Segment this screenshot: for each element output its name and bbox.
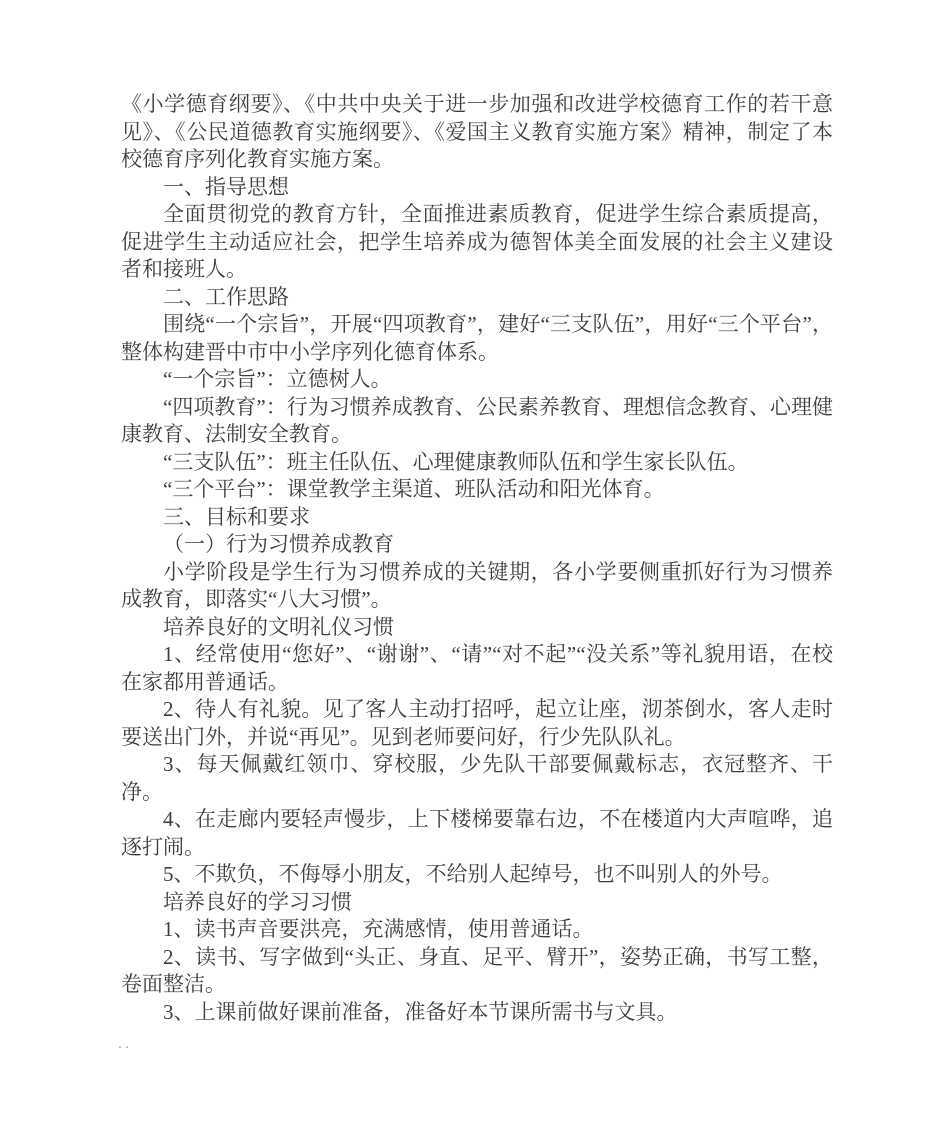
paragraph: 培养良好的学习习惯 xyxy=(163,889,352,914)
footer-artifact: .. xyxy=(117,1040,132,1051)
paragraph: 3、每天佩戴红领巾、穿校服，少先队干部要佩戴标志，衣冠整齐、干净。 xyxy=(121,752,833,804)
paragraph: 围绕“一个宗旨”，开展“四项教育”，建好“三支队伍”，用好“三个平台”，整体构建晋中市中小学序列化德育体系。 xyxy=(121,312,833,364)
paragraph: 全面贯彻党的教育方针，全面推进素质教育，促进学生综合素质提高，促进学生主动适应社会，把学生培养成为德智体美全面发展的社会主义建设者和接班人。 xyxy=(121,202,833,281)
paragraph: 培养良好的文明礼仪习惯 xyxy=(163,614,394,639)
paragraph: 二、工作思路 xyxy=(163,284,289,309)
paragraph: “四项教育”：行为习惯养成教育、公民素养教育、理想信念教育、心理健康教育、法制安全教育。 xyxy=(121,394,833,446)
paragraph: 3、上课前做好课前准备，准备好本节课所需书与文具。 xyxy=(163,999,678,1024)
paragraph: 2、待人有礼貌。见了客人主动打招呼，起立让座，沏茶倒水，客人走时要送出门外，并说“再见”。见到老师要问好，行少先队队礼。 xyxy=(121,697,833,749)
paragraph: 2、读书、写字做到“头正、身直、足平、臂开”，姿势正确，书写工整，卷面整洁。 xyxy=(121,944,833,996)
paragraph: 4、在走廊内要轻声慢步，上下楼梯要靠右边，不在楼道内大声喧哗，追逐打闹。 xyxy=(121,807,833,859)
paragraph: 三、目标和要求 xyxy=(163,504,310,529)
document-body xyxy=(121,91,833,1026)
paragraph: 1、经常使用“您好”、“谢谢”、“请”“对不起”“没关系”等礼貌用语，在校在家都用普通话。 xyxy=(121,642,833,694)
paragraph: （一）行为习惯养成教育 xyxy=(163,532,394,556)
paragraph: 5、不欺负，不侮辱小朋友，不给别人起绰号，也不叫别人的外号。 xyxy=(163,862,783,886)
paragraph: 小学阶段是学生行为习惯养成的关键期，各小学要侧重抓好行为习惯养成教育，即落实“八大习惯”。 xyxy=(121,559,833,611)
paragraph: 《小学德育纲要》、《中共中央关于进一步加强和改进学校德育工作的若干意见》、《公民道德教育实施纲要》、《爱国主义教育实施方案》精神，制定了本校德育序列化教育实施方案。 xyxy=(121,92,833,171)
paragraph: “三支队伍”：班主任队伍、心理健康教师队伍和学生家长队伍。 xyxy=(163,449,749,474)
paragraph: 一、指导思想 xyxy=(163,174,289,199)
paragraph: “一个宗旨”：立德树人。 xyxy=(163,367,392,391)
paragraph: “三个平台”：课堂教学主渠道、班队活动和阳光体育。 xyxy=(163,477,665,501)
paragraph: 1、读书声音要洪亮，充满感情，使用普通话。 xyxy=(163,917,594,941)
